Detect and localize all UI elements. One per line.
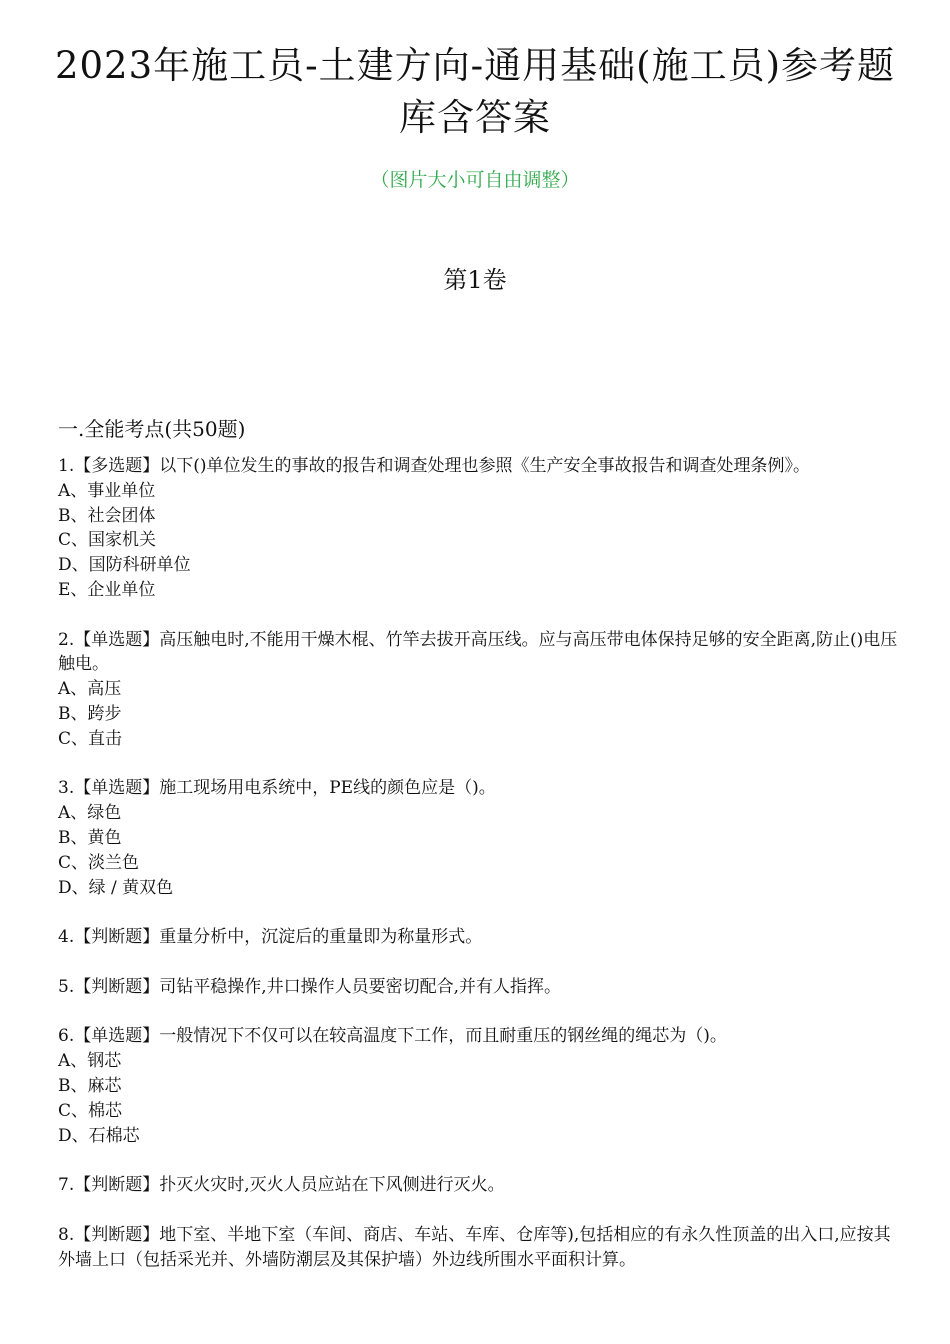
title-line-1: 2023年施工员-土建方向-通用基础(施工员)参考题 [54, 44, 896, 87]
question-stem: 3.【单选题】施工现场用电系统中，PE线的颜色应是（)。 [58, 778, 496, 799]
question-item [58, 628, 898, 752]
question-item [58, 454, 898, 603]
answer-option: B、社会团体 [58, 505, 156, 526]
section-heading: 一.全能考点(共50题) [58, 417, 246, 441]
answer-option: A、绿色 [58, 803, 122, 824]
answer-option: B、跨步 [58, 703, 122, 724]
volume-heading: 第1卷 [443, 266, 507, 294]
answer-option: A、钢芯 [58, 1051, 122, 1072]
answer-option: C、淡兰色 [58, 852, 140, 873]
question-stem: 7.【判断题】扑灭火灾时,灭火人员应站在下风侧进行灭火。 [58, 1175, 505, 1196]
answer-option: A、事业单位 [58, 480, 156, 501]
answer-option: B、麻芯 [58, 1075, 122, 1096]
document-title [40, 40, 910, 144]
answer-option: C、国家机关 [58, 530, 157, 551]
answer-option: D、国防科研单位 [58, 555, 191, 576]
question-stem: 6.【单选题】一般情况下不仅可以在较高温度下工作，而且耐重压的钢丝绳的绳芯为（)。 [58, 1026, 727, 1047]
answer-option: B、黄色 [58, 827, 122, 848]
subtitle-note: （图片大小可自由调整） [370, 169, 580, 191]
question-stem: 2.【单选题】高压触电时,不能用干燥木棍、竹竿去拔开高压线。应与高压带电体保持足够的安全距离,防止()电压触电。 [58, 629, 898, 675]
question-item [58, 776, 898, 900]
question-stem: 8.【判断题】地下室、半地下室（车间、商店、车站、车库、仓库等),包括相应的有永久性顶盖的出入口,应按其外墙上口（包括采光并、外墙防潮层及其保护墙）外边线所围水平面积计算。 [58, 1224, 891, 1270]
answer-option: C、直击 [58, 728, 123, 749]
answer-option: E、企业单位 [58, 579, 156, 600]
question-stem: 4.【判断题】重量分析中，沉淀后的重量即为称量形式。 [58, 927, 483, 948]
question-stem: 1.【多选题】以下()单位发生的事故的报告和调查处理也参照《生产安全事故报告和调查处理条例》。 [58, 456, 810, 476]
answer-option: C、棉芯 [58, 1100, 123, 1121]
question-item [58, 1024, 898, 1148]
question-list [58, 454, 898, 1297]
question-item [58, 975, 898, 1000]
answer-option: A、高压 [58, 679, 122, 700]
answer-option: D、绿 / 黄双色 [58, 877, 174, 898]
question-stem: 5.【判断题】司钻平稳操作,井口操作人员要密切配合,并有人指挥。 [58, 976, 562, 997]
question-item [58, 1173, 898, 1198]
answer-option: D、石棉芯 [58, 1125, 140, 1146]
question-item [58, 1223, 898, 1273]
question-item [58, 925, 898, 950]
title-line-2: 库含答案 [399, 96, 551, 139]
